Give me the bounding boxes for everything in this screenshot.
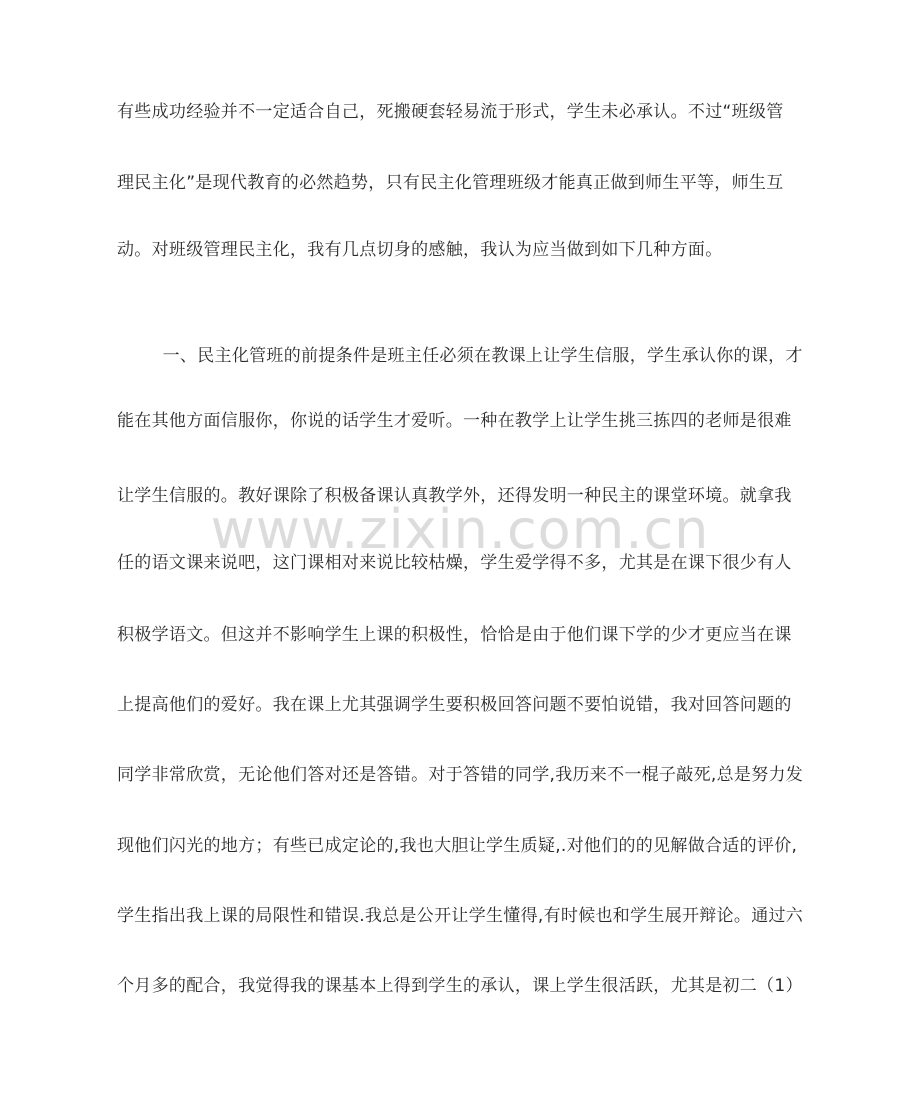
text-line-5: 能在其他方面信服你，你说的话学生才爱听。一种在教学上让学生挑三拣四的老师是很难 xyxy=(117,411,792,431)
text-line-8: 积极学语文。但这并不影响学生上课的积极性，恰恰是由于他们课下学的少才更应当在课 xyxy=(117,625,792,645)
text-line-4: 一、民主化管班的前提条件是班主任必须在教课上让学生信服，学生承认你的课，才 xyxy=(117,346,803,366)
text-line-9: 上提高他们的爱好。我在课上尤其强调学生要积极回答问题不要怕说错，我对回答问题的 xyxy=(117,695,792,715)
watermark: www.zixin.com.cn xyxy=(210,498,710,561)
text-line-3: 动。对班级管理民主化，我有几点切身的感触，我认为应当做到如下几种方面。 xyxy=(117,240,723,260)
text-line-11: 现他们闪光的地方；有些已成定论的,我也大胆让学生质疑,.对他们的的见解做合适的评价, xyxy=(117,836,798,856)
text-line-12: 学生指出我上课的局限性和错误.我总是公开让学生懂得,有时候也和学生展开辩论。通过六 xyxy=(117,906,804,926)
text-line-1: 有些成功经验并不一定适合自己，死搬硬套轻易流于形式，学生未必承认。不过“班级管 xyxy=(117,102,784,122)
text-line-13: 个月多的配合，我觉得我的课基本上得到学生的承认，课上学生很活跃，尤其是初二（1） xyxy=(117,976,803,996)
text-line-6: 让学生信服的。教好课除了积极备课认真教学外，还得发明一种民主的课堂环境。就拿我 xyxy=(117,486,792,506)
text-line-7: 任的语文课来说吧，这门课相对来说比较枯燥，学生爱学得不多，尤其是在课下很少有人 xyxy=(117,553,792,573)
text-line-2: 理民主化”是现代教育的必然趋势，只有民主化管理班级才能真正做到师生平等，师生互 xyxy=(117,173,784,193)
text-line-10: 同学非常欣赏，无论他们答对还是答错。对于答错的同学,我历来不一棍子敲死,总是努力发 xyxy=(117,765,804,785)
